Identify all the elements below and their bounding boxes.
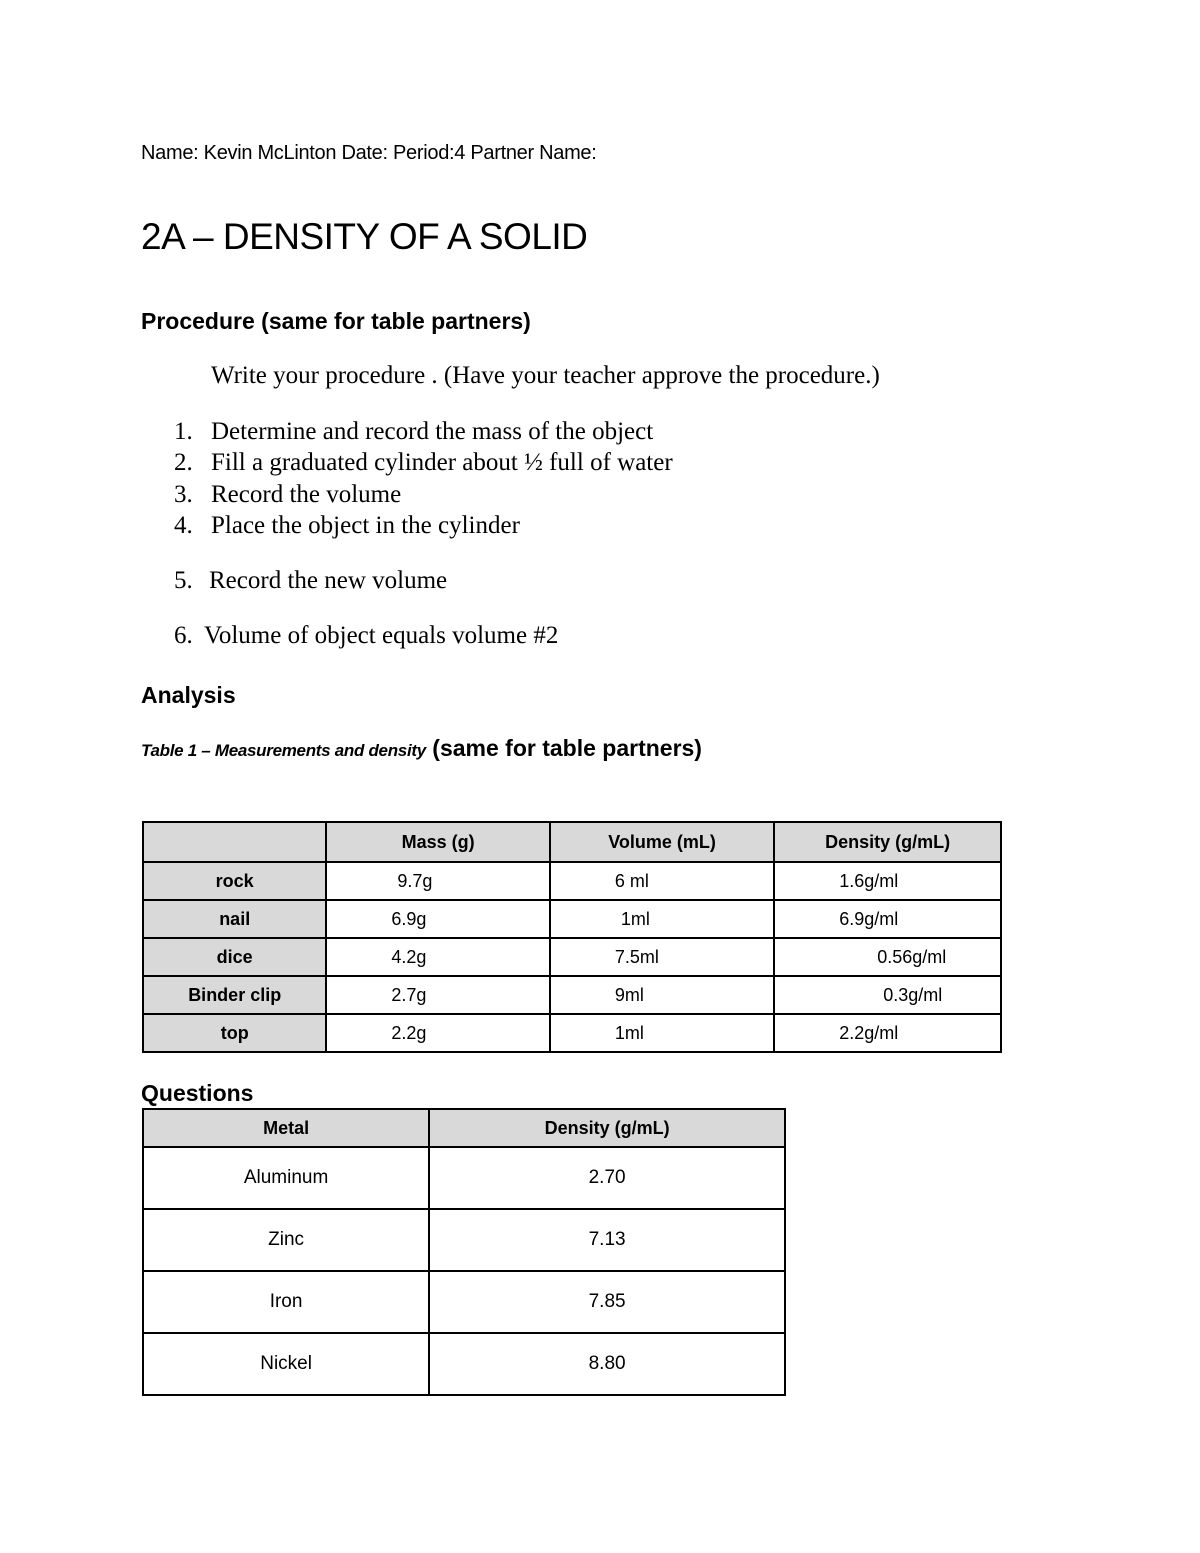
table-caption [141, 735, 702, 762]
step-number: 1. [174, 418, 193, 445]
row-label: dice [143, 938, 326, 976]
metal-density-table [142, 1108, 786, 1396]
metal-cell: Nickel [143, 1333, 429, 1395]
step-number: 3. [174, 481, 193, 508]
volume-cell: 6 ml [550, 862, 774, 900]
table-header-row [143, 1109, 785, 1147]
mass-cell: 9.7g [326, 862, 549, 900]
column-header: Density (g/mL) [774, 822, 1001, 862]
questions-heading: Questions [141, 1080, 254, 1106]
table-row [143, 1014, 1001, 1052]
column-header: Metal [143, 1109, 429, 1147]
analysis-heading: Analysis [141, 682, 236, 708]
step-number: 5. [174, 567, 193, 594]
density-cell: 1.6g/ml [774, 862, 1001, 900]
density-cell: 7.13 [429, 1209, 785, 1271]
density-cell: 8.80 [429, 1333, 785, 1395]
step-number: 4. [174, 512, 193, 539]
step-text: Record the new volume [209, 567, 448, 594]
step-number: 2. [174, 449, 193, 476]
table-row [143, 938, 1001, 976]
density-cell: 0.56g/ml [774, 938, 1001, 976]
procedure-instruction: Write your procedure . (Have your teacher approve the procedure.) [211, 362, 880, 389]
table-row [143, 862, 1001, 900]
table-row [143, 1147, 785, 1209]
row-label: Binder clip [143, 976, 326, 1014]
volume-cell: 1ml [550, 900, 774, 938]
row-label: rock [143, 862, 326, 900]
mass-cell: 2.2g [326, 1014, 549, 1052]
step-text: Volume of object equals volume #2 [204, 622, 559, 649]
mass-cell: 6.9g [326, 900, 549, 938]
step-text: Place the object in the cylinder [211, 512, 520, 539]
header-line: Name: Kevin McLinton Date: Period:4 Partner Name: [141, 142, 597, 164]
metal-cell: Iron [143, 1271, 429, 1333]
volume-cell: 1ml [550, 1014, 774, 1052]
table-row [143, 900, 1001, 938]
density-cell: 2.70 [429, 1147, 785, 1209]
density-cell: 0.3g/ml [774, 976, 1001, 1014]
step-number: 6. [174, 622, 193, 649]
procedure-heading: Procedure (same for table partners) [141, 308, 531, 334]
step-text: Fill a graduated cylinder about ½ full of water [211, 449, 673, 476]
metal-cell: Zinc [143, 1209, 429, 1271]
document-title: 2A – DENSITY OF A SOLID [141, 216, 588, 257]
step-text: Record the volume [211, 481, 402, 508]
volume-cell: 7.5ml [550, 938, 774, 976]
mass-cell: 2.7g [326, 976, 549, 1014]
table-row [143, 976, 1001, 1014]
row-label: nail [143, 900, 326, 938]
table-row [143, 1271, 785, 1333]
step-text: Determine and record the mass of the object [211, 418, 654, 445]
column-header: Mass (g) [326, 822, 549, 862]
table-row [143, 1333, 785, 1395]
density-cell: 2.2g/ml [774, 1014, 1001, 1052]
density-cell: 7.85 [429, 1271, 785, 1333]
column-header: Volume (mL) [550, 822, 774, 862]
column-header [143, 822, 326, 862]
table-caption-title: Table 1 – Measurements and density [141, 741, 426, 760]
row-label: top [143, 1014, 326, 1052]
table-header-row [143, 822, 1001, 862]
table-caption-note: (same for table partners) [432, 735, 702, 761]
metal-cell: Aluminum [143, 1147, 429, 1209]
measurements-table [142, 821, 1002, 1053]
column-header: Density (g/mL) [429, 1109, 785, 1147]
mass-cell: 4.2g [326, 938, 549, 976]
table-row [143, 1209, 785, 1271]
density-cell: 6.9g/ml [774, 900, 1001, 938]
volume-cell: 9ml [550, 976, 774, 1014]
